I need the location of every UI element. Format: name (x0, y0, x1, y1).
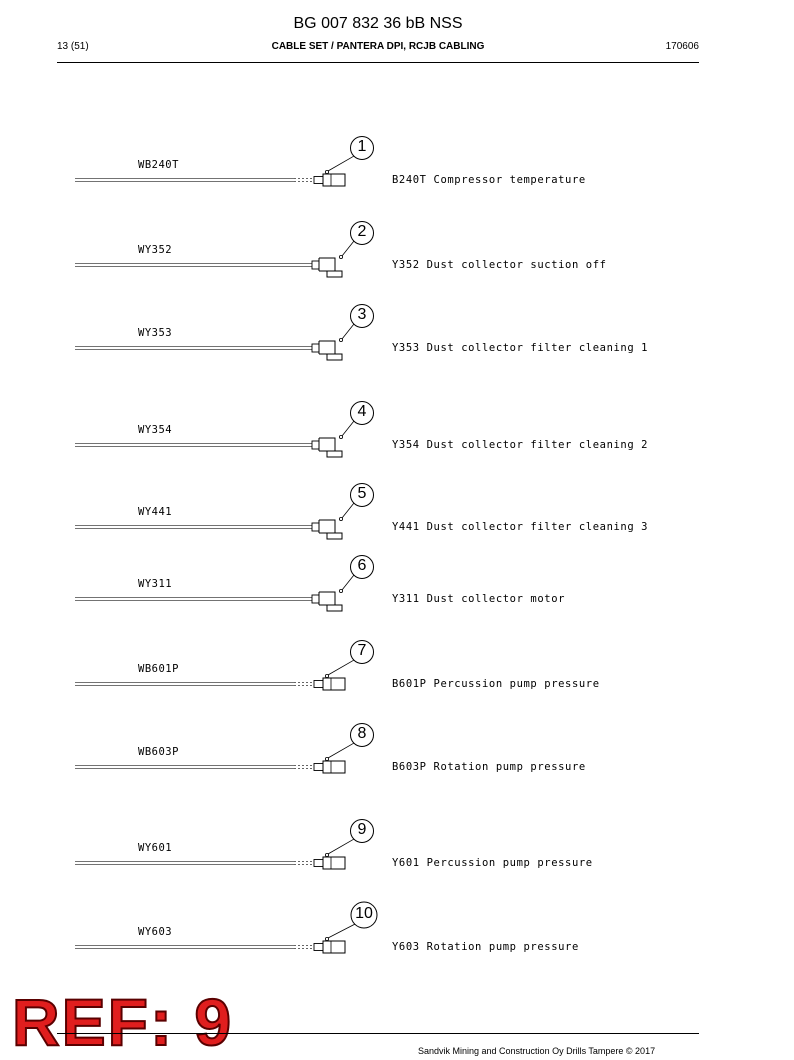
document-title: BG 007 832 36 bB NSS (293, 15, 463, 32)
item-number: 1 (357, 138, 367, 155)
component-description: Y601 Percussion pump pressure (392, 857, 593, 869)
component-description: B240T Compressor temperature (392, 174, 586, 186)
component-description: Y354 Dust collector filter cleaning 2 (392, 439, 649, 451)
component-description: Y352 Dust collector suction off (392, 259, 607, 271)
section-title: CABLE SET / PANTERA DPI, RCJB CABLING (271, 41, 485, 52)
cable-1 (75, 137, 374, 187)
wire-code: WY354 (138, 424, 173, 436)
wire-code: WB603P (138, 746, 179, 758)
wire-code: WY311 (138, 578, 173, 590)
item-number: 5 (357, 485, 367, 502)
component-description: B603P Rotation pump pressure (392, 761, 586, 773)
item-number: 6 (357, 557, 367, 574)
footer-divider (57, 1033, 699, 1034)
wire-code: WB601P (138, 663, 179, 675)
footer-copyright: Sandvik Mining and Construction Oy Drills Tampere © 2017 (418, 1046, 656, 1056)
component-description: Y311 Dust collector motor (392, 593, 566, 605)
wire-code: WY352 (138, 244, 173, 256)
cable-8 (75, 724, 374, 774)
item-number: 4 (357, 403, 367, 420)
item-number: 8 (357, 725, 367, 742)
component-description: Y603 Rotation pump pressure (392, 941, 579, 953)
wire-code: WY601 (138, 842, 173, 854)
wire-code: WY353 (138, 327, 173, 339)
item-number: 3 (357, 306, 367, 323)
cable-3 (75, 305, 374, 361)
component-description: Y353 Dust collector filter cleaning 1 (392, 342, 649, 354)
item-number: 9 (357, 821, 367, 838)
ref-stamp: REF: 9 (12, 985, 234, 1059)
cable-5 (75, 484, 374, 540)
item-number: 2 (357, 223, 367, 240)
wire-code: WB240T (138, 159, 179, 171)
component-description: Y441 Dust collector filter cleaning 3 (392, 521, 649, 533)
cable-4 (75, 402, 374, 458)
cable-10 (75, 902, 377, 953)
cable-7 (75, 641, 374, 691)
component-description: B601P Percussion pump pressure (392, 678, 600, 690)
page-number: 13 (51) (57, 41, 89, 52)
cable-2 (75, 222, 374, 278)
cable-9 (75, 820, 374, 870)
wire-code: WY441 (138, 506, 173, 518)
item-number: 7 (357, 642, 367, 659)
item-number: 10 (355, 905, 373, 922)
cable-6 (75, 556, 374, 612)
document-date: 170606 (665, 41, 699, 52)
wire-code: WY603 (138, 926, 173, 938)
